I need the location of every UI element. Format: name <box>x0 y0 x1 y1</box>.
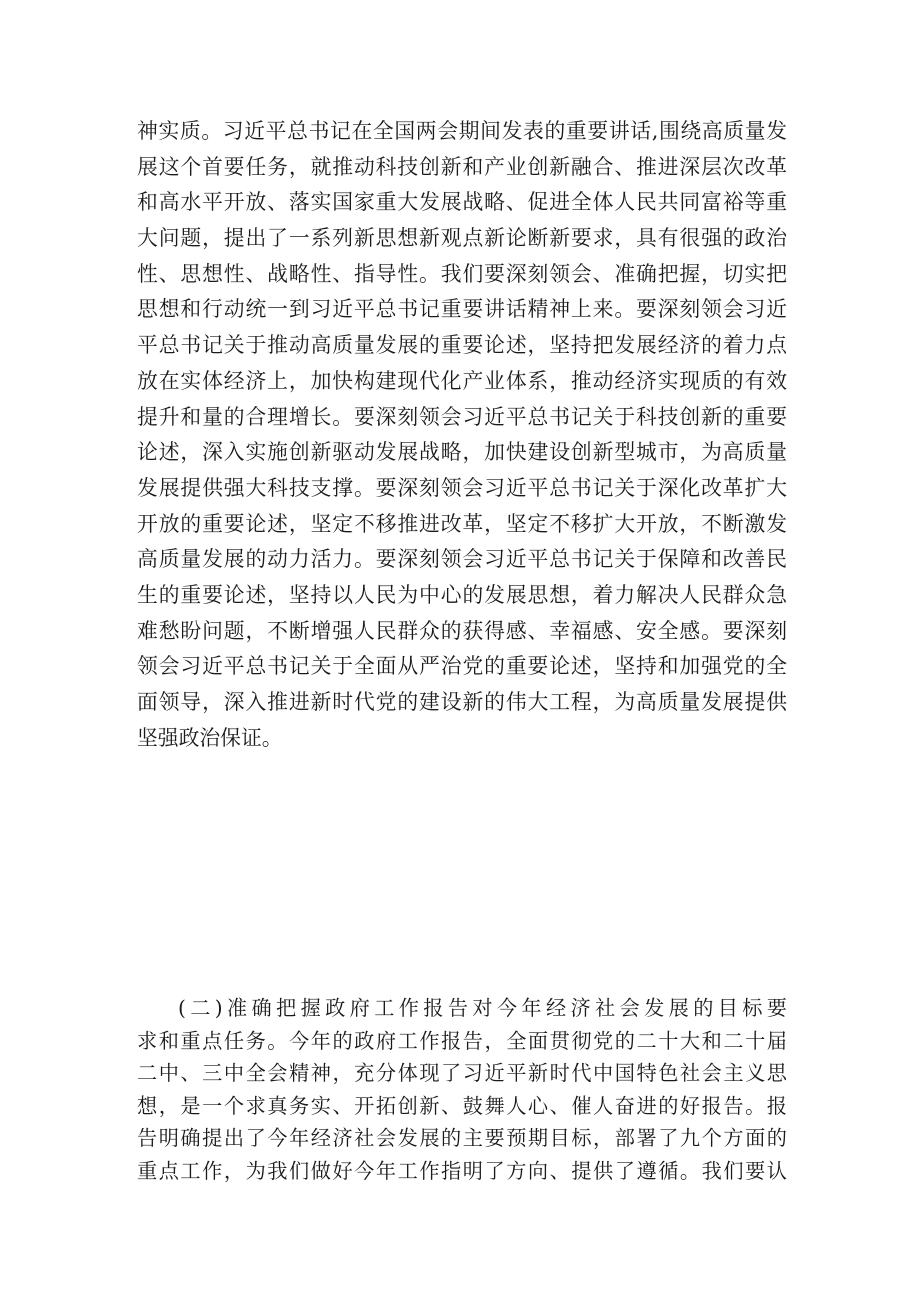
text-line: 神实质。习近平总书记在全国两会期间发表的重要讲话,围绕高质量发 <box>137 119 787 143</box>
text-line: 坚强政治保证。 <box>137 725 283 750</box>
text-line: 发展提供强大科技支撑。要深刻领会习近平总书记关于深化改革扩大 <box>137 475 787 500</box>
text-line: 提升和量的合理增长。要深刻领会习近平总书记关于科技创新的重要 <box>137 404 787 429</box>
text-line: 展这个首要任务，就推动科技创新和产业创新融合、推进深层次改革 <box>137 154 787 179</box>
text-line: 和高水平开放、落实国家重大发展战略、促进全体人民共同富裕等重 <box>137 190 787 215</box>
text-line: 求和重点任务。今年的政府工作报告，全面贯彻党的二十大和二十届 <box>137 1028 787 1053</box>
text-line: 放在实体经济上，加快构建现代化产业体系，推动经济实现质的有效 <box>137 368 787 393</box>
text-line: 领会习近平总书记关于全面从严治党的重要论述，坚持和加强党的全 <box>137 654 787 679</box>
text-line: 论述，深入实施创新驱动发展战略，加快建设创新型城市，为高质量 <box>137 440 787 465</box>
text-line: 生的重要论述，坚持以人民为中心的发展思想，着力解决人民群众急 <box>137 582 787 607</box>
text-line: 高质量发展的动力活力。要深刻领会习近平总书记关于保障和改善民 <box>137 547 787 572</box>
text-line: 开放的重要论述，坚定不移推进改革，坚定不移扩大开放，不断激发 <box>137 511 787 536</box>
text-line: 难愁盼问题，不断增强人民群众的获得感、幸福感、安全感。要深刻 <box>137 618 787 643</box>
text-line: 平总书记关于推动高质量发展的重要论述，坚持把发展经济的着力点 <box>137 333 787 358</box>
text-line: 想，是一个求真务实、开拓创新、鼓舞人心、催人奋进的好报告。报 <box>137 1093 787 1118</box>
text-line: 性、思想性、战略性、指导性。我们要深刻领会、准确把握，切实把 <box>137 261 787 286</box>
section-heading-line: (二)准确把握政府工作报告对今年经济社会发展的目标要 <box>178 996 787 1020</box>
text-line: 面领导，深入推进新时代党的建设新的伟大工程，为高质量发展提供 <box>137 690 787 714</box>
text-line: 思想和行动统一到习近平总书记重要讲话精神上来。要深刻领会习近 <box>137 297 787 322</box>
text-line: 重点工作，为我们做好今年工作指明了方向、提供了遵循。我们要认 <box>137 1158 787 1183</box>
paragraph-1 <box>137 114 787 756</box>
text-line: 告明确提出了今年经济社会发展的主要预期目标，部署了九个方面的 <box>137 1126 787 1150</box>
paragraph-2 <box>137 992 787 1187</box>
text-line: 大问题，提出了一系列新思想新观点新论断新要求，具有很强的政治 <box>137 226 787 251</box>
text-line: 二中、三中全会精神，充分体现了习近平新时代中国特色社会主义思 <box>137 1061 787 1085</box>
